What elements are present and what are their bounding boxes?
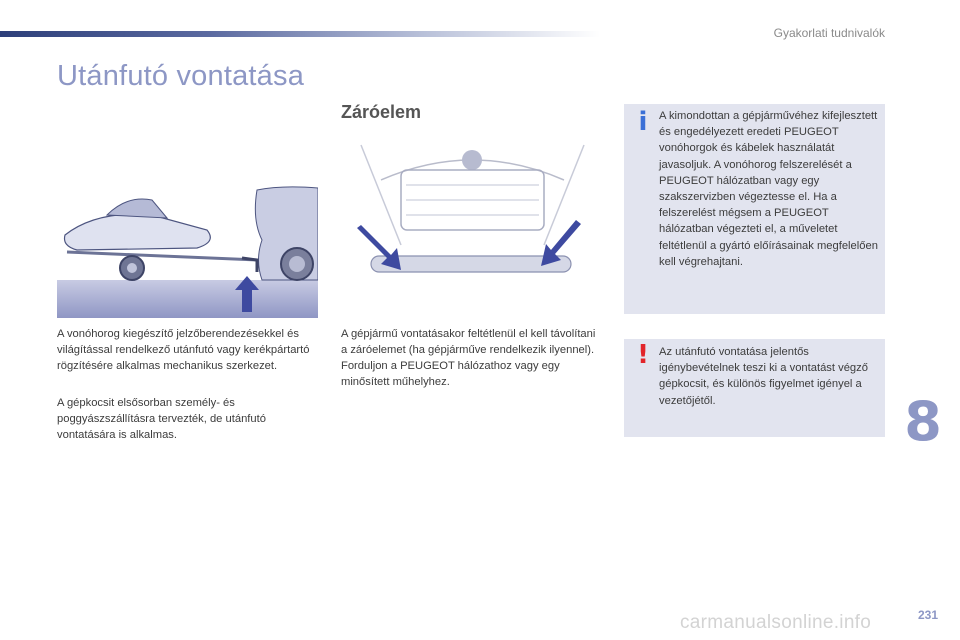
blanking-plate-service: Forduljon a PEUGEOT hálózathoz vagy egy minősített műhelyhez. bbox=[341, 360, 560, 388]
towing-description: A vonóhorog kiegészítő jelzőberendezésekkel és világítással rendelkező utánfutó vagy kerékpártartó rögzítésére alkalmas mechanikus szerkezet. bbox=[57, 328, 310, 372]
warning-text: Az utánfutó vontatása jelentős igénybevételnek teszi ki a vontatást végző gépkocsit, és különös figyelmet igényel a vezetőjétől. bbox=[659, 346, 868, 407]
blanking-plate-text bbox=[341, 326, 603, 390]
section-heading: Záróelem bbox=[341, 102, 422, 122]
warning-box bbox=[624, 339, 885, 437]
front-bumper-illustration bbox=[341, 130, 604, 292]
chapter-number: 8 bbox=[904, 390, 942, 453]
header-gradient-bar bbox=[0, 31, 600, 37]
trailer-towing-illustration bbox=[57, 180, 318, 318]
towing-capability: A gépkocsit elsősorban személy- és poggyászszállításra tervezték, de utánfutó vontatására is alkalmas. bbox=[57, 397, 266, 441]
page-number: 231 bbox=[917, 608, 938, 622]
info-text: A kimondottan a gépjárművéhez kifejlesztett és engedélyezett eredeti PEUGEOT vonóhorgok és kábelek használatát javasoljuk. A vonóhorog felszerelését a PEUGEOT hálózatban vagy egy szakszervizben végeztesse el. Ha a felszerelést mégsem a PEUGEOT hálózatban végezteti el, a műveletet feltétlenül a gyártó előírásainak megfelelően kell végrehajtani. bbox=[659, 110, 878, 268]
info-box bbox=[624, 104, 885, 314]
info-icon: i bbox=[638, 107, 648, 137]
blanking-plate-instruction: A gépjármű vontatásakor feltétlenül el kell távolítani a záróelemet (ha gépjárműve rendelkezik ilyennel). bbox=[341, 328, 596, 356]
page-title: Utánfutó vontatása bbox=[57, 60, 305, 92]
section-name: Gyakorlati tudnivalók bbox=[773, 26, 885, 40]
watermark: carmanualsonline.info bbox=[680, 612, 872, 633]
warning-icon: ! bbox=[637, 340, 649, 370]
